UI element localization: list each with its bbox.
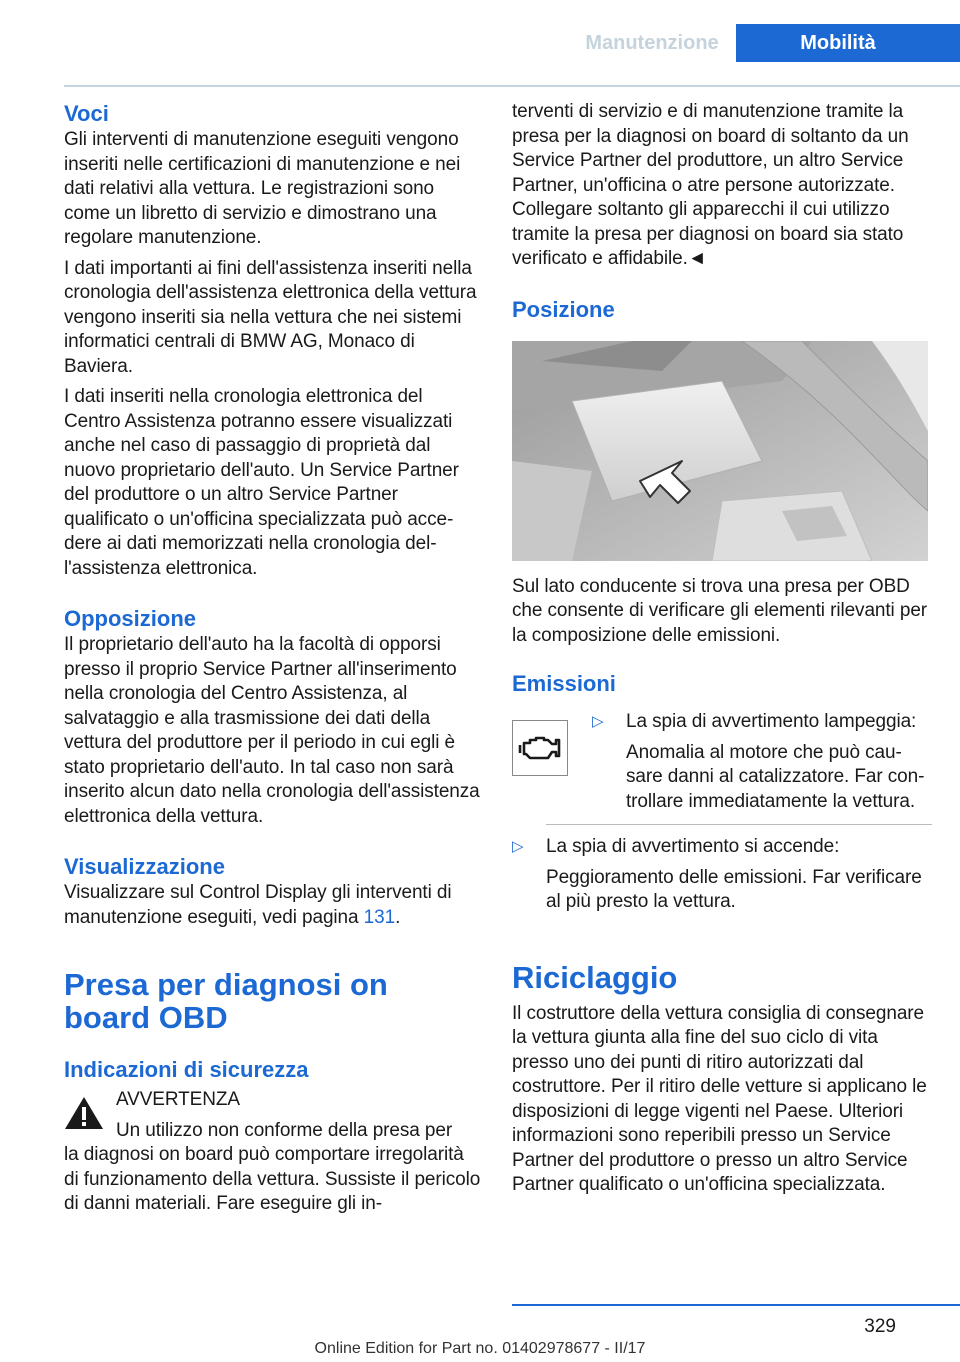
section-title-sicurezza: Indicazioni di sicurezza xyxy=(64,1057,309,1082)
left-column xyxy=(64,100,482,1217)
section-title-voci: Voci xyxy=(64,101,109,126)
list-item-text xyxy=(546,835,932,915)
check-engine-icon xyxy=(518,733,562,763)
chapter-title-obd: Presa per diagnosi on board OBD xyxy=(64,967,388,1035)
obd-location-illustration xyxy=(512,341,928,561)
visualizzazione-paragraph xyxy=(64,881,482,930)
section-title-emissioni: Emissioni xyxy=(512,671,616,696)
item2-heading: La spia di avvertimento si accende: xyxy=(546,836,840,857)
tab-mobilita[interactable]: Mobilità xyxy=(736,24,960,62)
header-divider xyxy=(64,85,960,87)
engine-warning-lamp xyxy=(512,720,568,776)
voci-paragraph-1: Gli interventi di manutenzione eseguiti vengono inseriti nelle certificazioni di manutenzione e nei dati relativi alla vettura. Le registrazioni sono come un libretto di servizio e dimostrano una regolare manutenzione. xyxy=(64,129,461,248)
list-item-text xyxy=(626,710,932,814)
voci-paragraph-2: I dati importanti ai fini dell'assistenza inseriti nella cronologia dell'assistenza elettronica della vettura vengono inseriti sia nella vettura che nei sistemi informatici centrali di BMW AG, Monaco di Baviera. xyxy=(64,257,477,377)
section-title-visualizzazione: Visualizzazione xyxy=(64,854,225,879)
voci-paragraph-3: I dati inseriti nella cronologia elettronica del Centro Assistenza potranno essere visualizzati anche nel caso di passaggio di proprietà dal nuovo proprietario dell'auto. Un Service Partner del produttore o un altro Service Partner qualificato o un'officina specializzata può accedere ai dati memorizzati nella cronologia dell'assistenza elettronica. xyxy=(64,386,459,579)
list-item xyxy=(592,710,932,814)
right-column xyxy=(512,100,932,1198)
page-link-131[interactable]: 131 xyxy=(363,906,396,928)
bullet-icon: ▷ xyxy=(592,713,604,730)
emissioni-items xyxy=(568,710,932,814)
warning-block xyxy=(64,1088,482,1217)
list-divider xyxy=(546,824,932,825)
item2-body: Peggioramento delle emissioni. Far verificare al più presto la vettura. xyxy=(546,866,922,912)
riciclaggio-paragraph: Il costruttore della vettura consiglia di consegnare la vettura giunta alla fine del suo ciclo di vita presso uno dei punti di ritiro autorizzati dal costruttore. Per il ritiro delle vetture si applicano le disposizioni di legge vigenti nel Paese. Ulteriori informazioni sono reperibili presso un Service Partner del produttore o presso un altro Service Partner qualificato o un'officina specializzata. xyxy=(512,1002,927,1195)
warning-label: AVVERTENZA xyxy=(116,1089,240,1110)
section-title-opposizione: Opposizione xyxy=(64,606,196,631)
warning-text: la diagnosi on board può comportare irregolarità di funzionamento della vettura. Sussiste il pericolo di danni materiali. Fare eseguire gli in- xyxy=(64,1144,481,1214)
warning-text-continued: terventi di servizio e di manutenzione tramite la presa per la diagnosi on board di soltanto da un Service Partner del produttore, un altro Service Partner, un'officina o atre persone autorizzate. Collegare soltanto gli apparecchi il cui utilizzo tramite la presa per diagnosi on board sia stato verificato e affidabile.◄ xyxy=(512,101,909,269)
item1-body: Anomalia al motore che può causare danni al catalizzatore. Far controllare immediatamente la vettura. xyxy=(626,741,925,812)
warning-text-first-line: Un utilizzo non conforme della presa per xyxy=(116,1119,453,1141)
edition-note: Online Edition for Part no. 01402978677 - II/17 xyxy=(314,1340,646,1357)
emissioni-list xyxy=(512,710,932,814)
opposizione-paragraph: Il proprietario dell'auto ha la facoltà di opporsi presso il proprio Service Partner all'inserimento nella cronologia del Centro Assistenza, al salvataggio e alla trasmissione dei dati della vettura del produttore per il periodo in cui egli è stato proprietario dell'auto. In tal caso non sarà inserito alcun dato nella cronologia dell'assistenza elettronica della vettura. xyxy=(64,634,480,827)
bullet-icon: ▷ xyxy=(512,838,524,855)
visualizzazione-text: Visualizzare sul Control Display gli interventi di manutenzione eseguiti, vedi pagina xyxy=(64,882,452,928)
page-number: 329 xyxy=(864,1316,896,1337)
posizione-paragraph: Sul lato conducente si trova una presa per OBD che consente di verificare gli elementi rilevanti per la composizione delle emissioni. xyxy=(512,575,928,646)
list-item xyxy=(512,835,932,915)
section-title-posizione: Posizione xyxy=(512,296,615,322)
page-header xyxy=(0,24,960,62)
footer-divider xyxy=(512,1304,960,1306)
warning-triangle-icon xyxy=(64,1096,104,1130)
item1-heading: La spia di avvertimento lampeggia: xyxy=(626,711,917,732)
tab-manutenzione[interactable]: Manutenzione xyxy=(585,32,719,54)
visualizzazione-text-end: . xyxy=(395,906,401,928)
obd-location-photo xyxy=(512,341,928,561)
chapter-title-riciclaggio: Riciclaggio xyxy=(512,959,678,995)
